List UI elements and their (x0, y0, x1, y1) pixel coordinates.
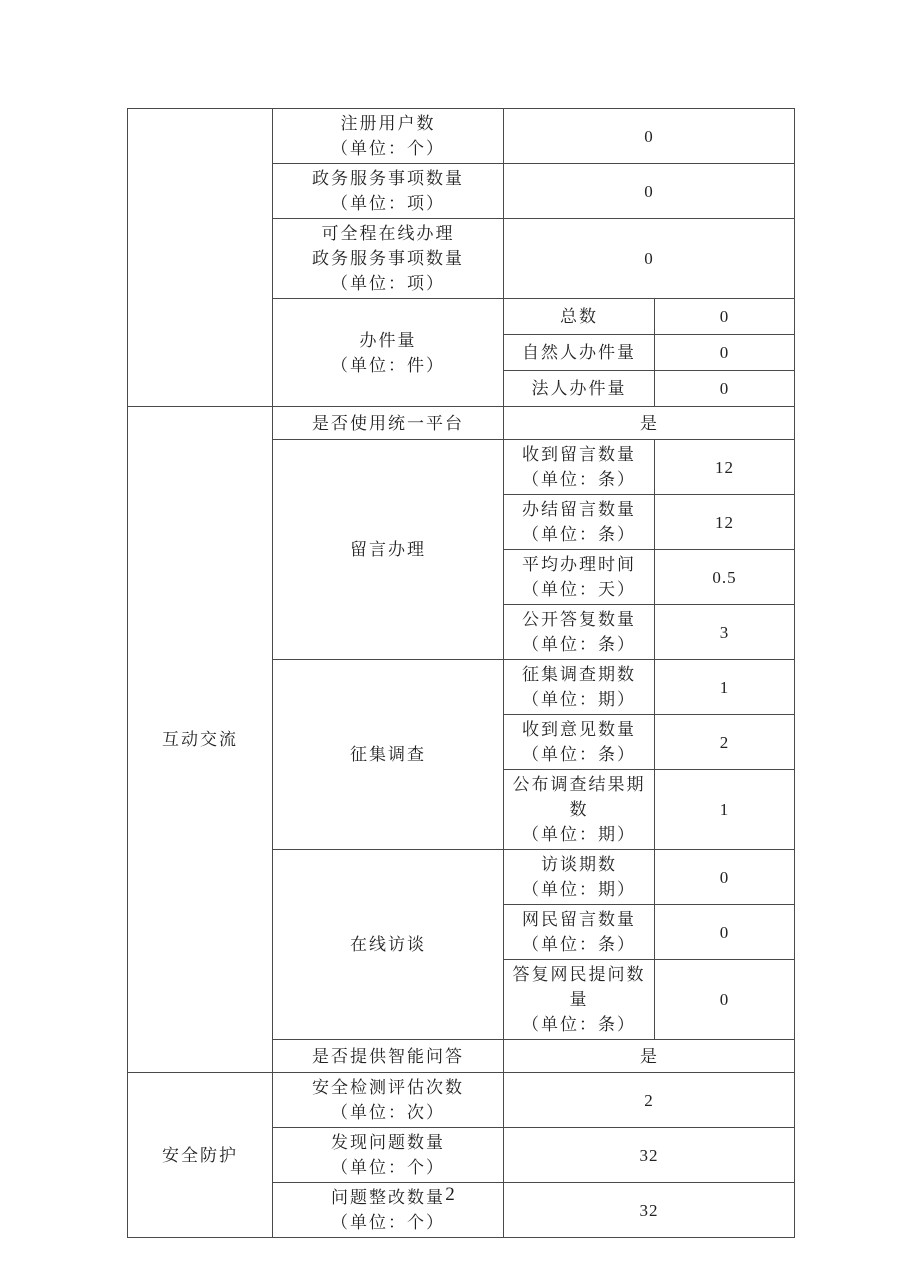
label-online-items (273, 219, 504, 299)
value-survey-periods: 1 (655, 660, 795, 715)
table-row (128, 1073, 795, 1128)
metric-unit: （单位：条） (522, 635, 636, 654)
label-interview-periods (504, 850, 655, 905)
metric-label: 问题整改数量 (331, 1188, 445, 1207)
label-cases-total: 总数 (504, 299, 655, 335)
label-avg-handling-time (504, 550, 655, 605)
label-smart-qa: 是否提供智能问答 (273, 1040, 504, 1073)
label-survey-results (504, 770, 655, 850)
category-cell-security: 安全防护 (128, 1073, 273, 1238)
value-security-checks: 2 (504, 1073, 795, 1128)
metric-label: 网民留言数量 (522, 910, 636, 929)
label-message-handling: 留言办理 (273, 440, 504, 660)
label-surveys: 征集调查 (273, 660, 504, 850)
metric-unit: （单位：期） (522, 825, 636, 844)
annual-report-table (127, 108, 795, 1238)
value-registered-users: 0 (504, 109, 795, 164)
label-service-items (273, 164, 504, 219)
value-messages-received: 12 (655, 440, 795, 495)
label-messages-completed (504, 495, 655, 550)
value-survey-results: 1 (655, 770, 795, 850)
metric-unit: （单位：条） (522, 525, 636, 544)
metric-label: 政务服务事项数量 (312, 249, 464, 268)
table-row (128, 407, 795, 440)
metric-unit: （单位：件） (331, 355, 445, 375)
category-cell-blank (128, 109, 273, 407)
metric-label: 安全检测评估次数 (312, 1078, 464, 1097)
metric-unit: （单位：条） (522, 745, 636, 764)
value-avg-handling-time: 0.5 (655, 550, 795, 605)
metric-unit: （单位：期） (522, 880, 636, 899)
metric-label: 公布调查结果期数 (512, 775, 646, 819)
metric-unit: （单位：个） (331, 1213, 445, 1232)
value-netizen-replies: 0 (655, 960, 795, 1040)
label-case-volume (273, 299, 504, 407)
label-survey-opinions (504, 715, 655, 770)
metric-unit: （单位：项） (331, 274, 445, 293)
metric-unit: （单位：次） (331, 1103, 445, 1122)
metric-label: 答复网民提问数量 (512, 965, 646, 1009)
page-number: 2 (445, 1184, 455, 1205)
metric-unit: （单位：个） (331, 1158, 445, 1177)
metric-label: 注册用户数 (340, 114, 436, 133)
metric-label: 征集调查期数 (522, 665, 636, 684)
label-cases-legal: 法人办件量 (504, 371, 655, 407)
value-cases-natural: 0 (655, 335, 795, 371)
metric-unit: （单位：条） (522, 470, 636, 489)
label-online-interviews: 在线访谈 (273, 850, 504, 1040)
metric-unit: （单位：个） (331, 139, 445, 158)
value-survey-opinions: 2 (655, 715, 795, 770)
label-problems-found (273, 1128, 504, 1183)
metric-label: 平均办理时间 (522, 555, 636, 574)
category-cell-interaction: 互动交流 (128, 407, 273, 1073)
metric-label: 公开答复数量 (522, 610, 636, 629)
value-interview-periods: 0 (655, 850, 795, 905)
metric-unit: （单位：期） (522, 690, 636, 709)
value-cases-legal: 0 (655, 371, 795, 407)
value-problems-fixed: 32 (504, 1183, 795, 1238)
metric-unit: （单位：项） (331, 194, 445, 213)
value-service-items: 0 (504, 164, 795, 219)
label-messages-received (504, 440, 655, 495)
value-messages-completed: 12 (655, 495, 795, 550)
metric-label: 发现问题数量 (331, 1133, 445, 1152)
metric-label: 办结留言数量 (522, 500, 636, 519)
value-public-replies: 3 (655, 605, 795, 660)
label-unified-platform: 是否使用统一平台 (273, 407, 504, 440)
metric-unit: （单位：条） (522, 935, 636, 954)
label-security-checks (273, 1073, 504, 1128)
metric-label: 政务服务事项数量 (312, 169, 464, 188)
label-netizen-replies (504, 960, 655, 1040)
value-smart-qa: 是 (504, 1040, 795, 1073)
value-online-items: 0 (504, 219, 795, 299)
value-problems-found: 32 (504, 1128, 795, 1183)
label-public-replies (504, 605, 655, 660)
value-cases-total: 0 (655, 299, 795, 335)
metric-unit: （单位：天） (522, 580, 636, 599)
metric-unit: （单位：条） (522, 1015, 636, 1034)
table-row (128, 109, 795, 164)
metric-label: 可全程在线办理 (321, 224, 455, 243)
label-cases-natural: 自然人办件量 (504, 335, 655, 371)
metric-label: 收到意见数量 (522, 720, 636, 739)
metric-label: 收到留言数量 (522, 445, 636, 464)
value-netizen-messages: 0 (655, 905, 795, 960)
metric-label: 办件量 (359, 330, 417, 350)
metric-label: 访谈期数 (541, 855, 617, 874)
label-survey-periods (504, 660, 655, 715)
value-unified-platform: 是 (504, 407, 795, 440)
label-netizen-messages (504, 905, 655, 960)
label-registered-users (273, 109, 504, 164)
